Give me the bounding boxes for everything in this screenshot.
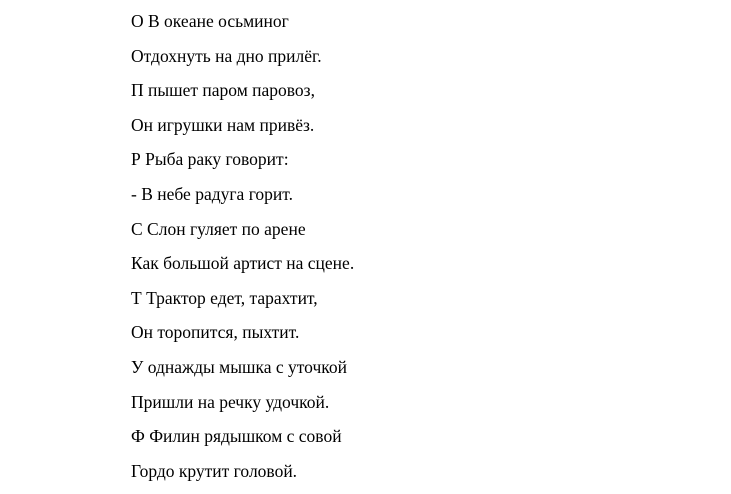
poem-line: Гордо крутит головой. [131, 460, 298, 481]
poem-line: П пышет паром паровоз, [131, 80, 315, 101]
poem-line: Пришли на речку удочкой. [131, 391, 330, 412]
poem-line: Как большой артист на сцене. [131, 253, 355, 274]
poem-line: С Слон гуляет по арене [131, 218, 306, 239]
poem-line: Отдохнуть на дно прилёг. [131, 45, 322, 66]
poem-text [131, 10, 354, 494]
poem-line: Ф Филин рядышком с совой [131, 426, 342, 447]
poem-line: Т Трактор едет, тарахтит, [131, 287, 318, 308]
poem-line: Он игрушки нам привёз. [131, 114, 315, 135]
poem-line: У однажды мышка с уточкой [131, 356, 347, 377]
poem-line: О В океане осьминог [131, 11, 289, 31]
poem-line: Он торопится, пыхтит. [131, 322, 300, 343]
poem-line: Р Рыба раку говорит: [131, 149, 289, 170]
poem-line: - В небе радуга горит. [131, 183, 294, 204]
